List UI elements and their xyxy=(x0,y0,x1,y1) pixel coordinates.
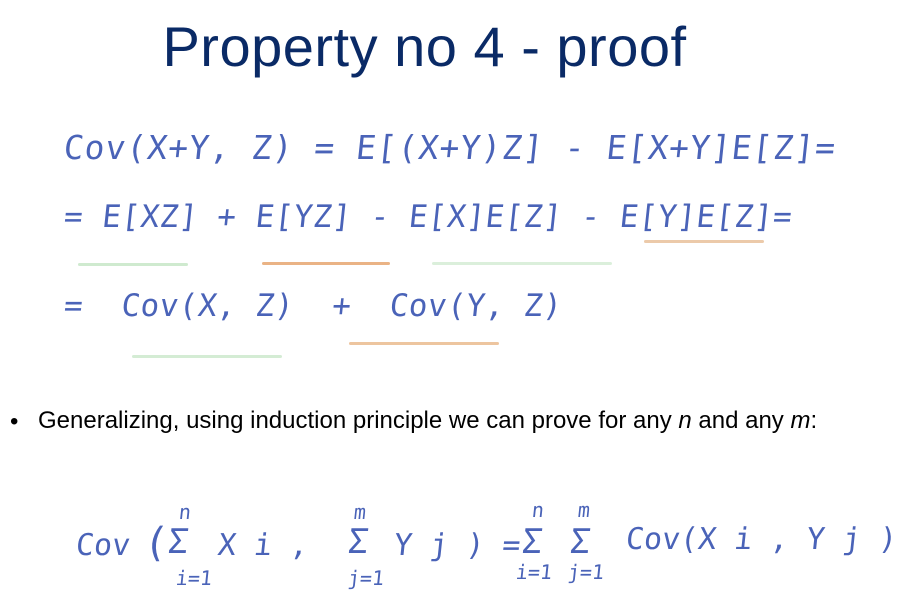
formula-upper-limit: m xyxy=(352,500,368,524)
bullet-text xyxy=(38,406,838,436)
bullet-text-part: : xyxy=(810,407,818,434)
formula-sigma: Σ xyxy=(567,522,593,562)
bullet-icon: • xyxy=(10,408,19,435)
formula-lower-limit: j=1 xyxy=(566,560,606,584)
formula-upper-limit: m xyxy=(576,498,592,522)
handwritten-line-1: Cov(X+Y, Z) = E[(X+Y)Z] - E[X+Y]E[Z]= xyxy=(61,128,839,167)
highlight-underline xyxy=(132,355,282,358)
bullet-text-part: and any xyxy=(691,407,791,434)
formula-lower-limit: i=1 xyxy=(514,560,554,584)
formula-x-term: X i , xyxy=(216,528,311,563)
highlight-underline xyxy=(349,342,499,345)
highlight-underline xyxy=(78,263,188,266)
variable-m: m xyxy=(790,407,811,434)
handwritten-line-2: = E[XZ] + E[YZ] - E[X]E[Z] - E[Y]E[Z]= xyxy=(62,199,795,235)
highlight-underline xyxy=(432,262,612,265)
formula-sigma: Σ xyxy=(519,522,545,562)
slide-title: Property no 4 - proof xyxy=(162,15,687,78)
handwritten-line-3: = Cov(X, Z) + Cov(Y, Z) xyxy=(62,288,565,324)
highlight-underline xyxy=(262,262,390,265)
formula-sigma: Σ xyxy=(165,522,191,562)
formula-sigma: Σ xyxy=(345,522,371,562)
summation-formula xyxy=(48,494,899,602)
formula-upper-limit: n xyxy=(177,500,193,524)
formula-cov-left: Cov xyxy=(74,528,133,563)
formula-paren: ( xyxy=(141,520,171,566)
formula-y-term: Y j ) = xyxy=(392,528,523,563)
formula-lower-limit: j=1 xyxy=(346,566,386,590)
bullet-text-part: Generalizing, using induction principle we can prove for any xyxy=(38,407,679,434)
variable-n: n xyxy=(678,407,692,434)
highlight-underline xyxy=(644,240,764,243)
formula-lower-limit: i=1 xyxy=(174,566,214,590)
formula-upper-limit: n xyxy=(530,498,546,522)
formula-cov-right: Cov(X i , Y j ) xyxy=(624,522,899,557)
